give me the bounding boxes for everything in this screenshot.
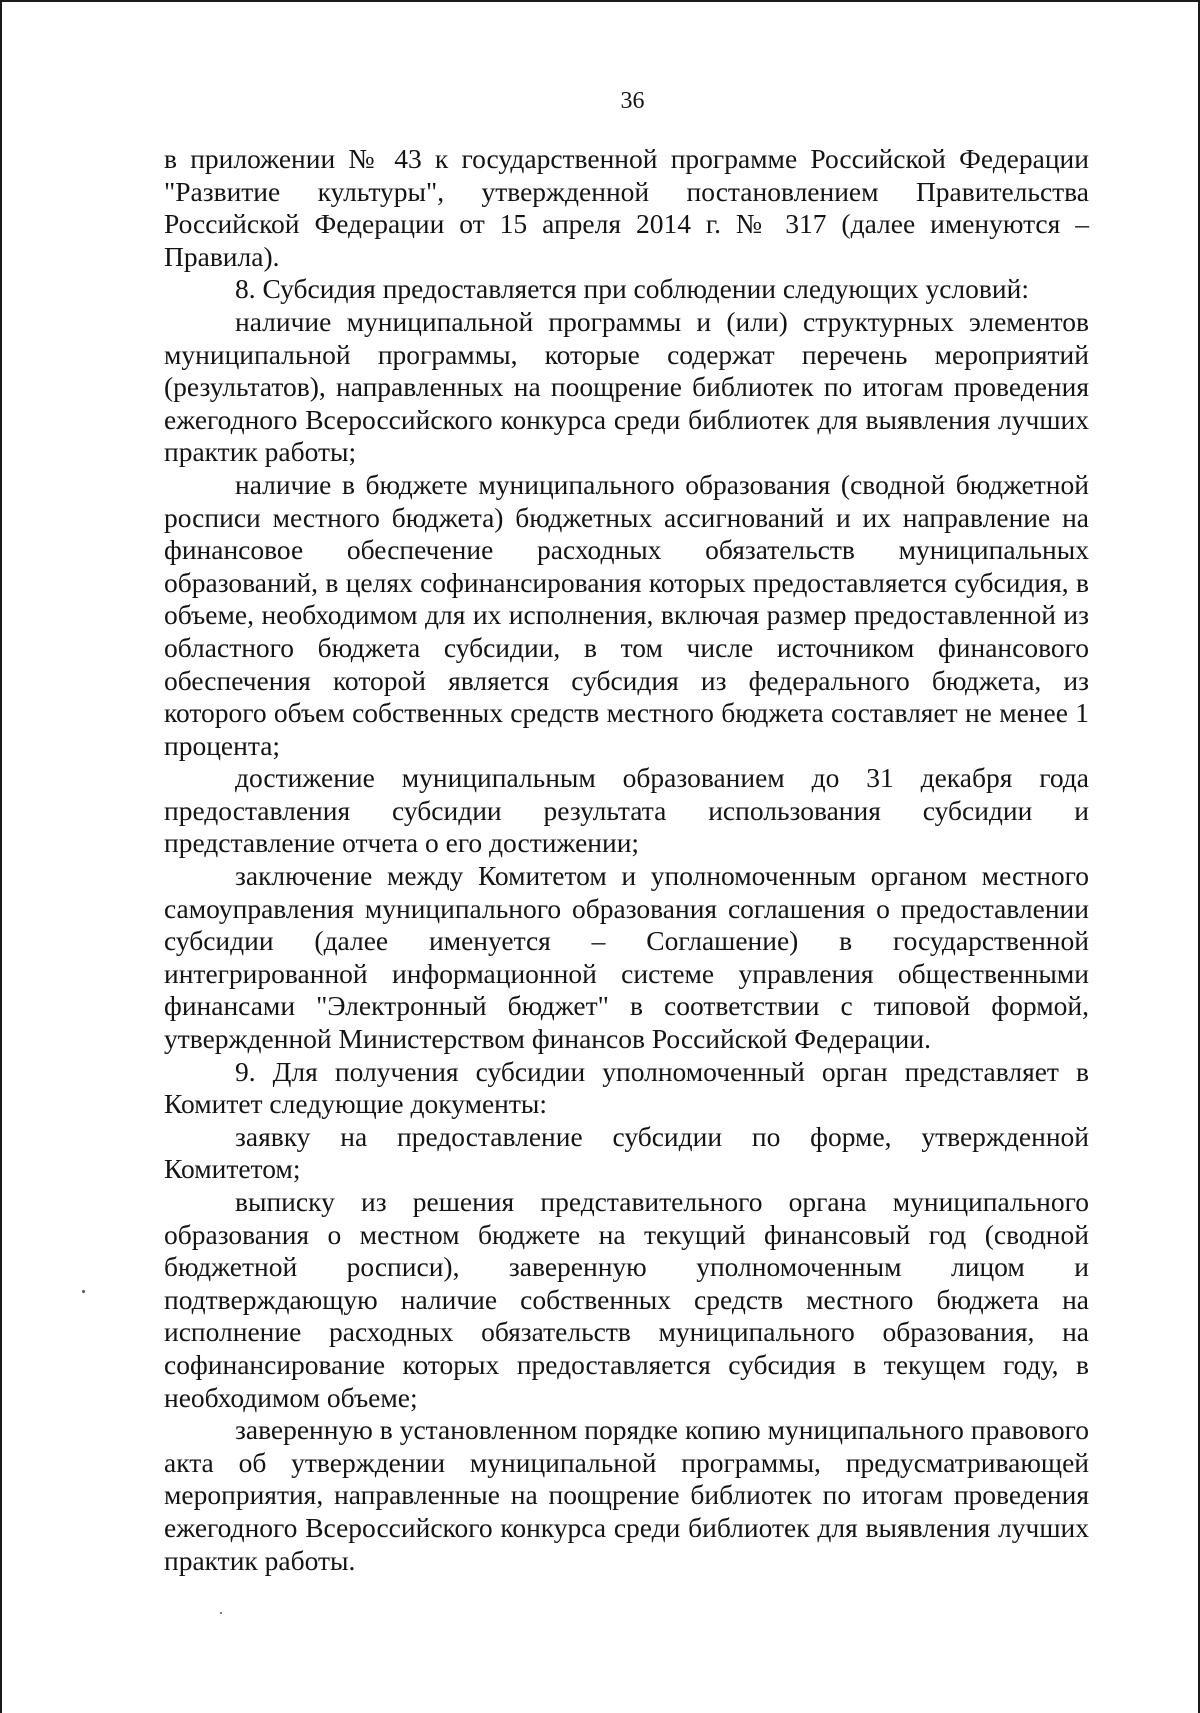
paragraph-document-budget-extract: выписку из решения представительного органа муниципального образования о местном бюджете на текущий финансовый год (сводной бюджетной росписи), заверенную уполномоченным лицом и подтверждающую наличие собственных средств местного бюджета на исполнение расходных обязательств муниципального образования, на софинансирование которых предоставляется субсидия в текущем году, в необходимом объеме; — [164, 1186, 1089, 1413]
page-number: 36 — [620, 88, 645, 114]
scan-border-top — [0, 0, 1200, 2]
paragraph-condition-program: наличие муниципальной программы и (или) структурных элементов муниципальной программы, которые содержат перечень мероприятий (результатов), направленных на поощрение библиотек по итогам проведения ежегодного Всероссийского конкурса среди библиотек для выявления лучших практик работы; — [164, 305, 1089, 468]
document-body — [164, 143, 1089, 1577]
paragraph-condition-budget: наличие в бюджете муниципального образования (сводной бюджетной росписи местного бюджета) бюджетных ассигнований и их направление на финансовое обеспечение расходных обязательств муниципальных образований, в целях софинансирования которых предоставляется субсидия, в объеме, необходимом для их исполнения, включая размер предоставленной из областного бюджета субсидии, в том числе источником финансового обеспечения которой является субсидия из федерального бюджета, из которого объем собственных средств местного бюджета составляет не менее 1 процента; — [164, 468, 1089, 761]
paragraph-document-program-copy: заверенную в установленном порядке копию муниципального правового акта об утверждении муниципальной программы, предусматривающей мероприятия, направленные на поощрение библиотек по итогам проведения ежегодного Всероссийского конкурса среди библиотек для выявления лучших практик работы. — [164, 1414, 1089, 1576]
scan-border-left — [0, 0, 2, 1713]
paragraph-9-heading: 9. Для получения субсидии уполномоченный орган представляет в Комитет следующие документы: — [164, 1055, 1089, 1120]
scan-speck — [220, 1612, 222, 1614]
paragraph-document-application: заявку на предоставление субсидии по форме, утвержденной Комитетом; — [164, 1120, 1089, 1185]
paragraph-8-heading: 8. Субсидия предоставляется при соблюдении следующих условий: — [235, 273, 1029, 305]
scan-speck — [82, 1290, 85, 1293]
paragraph-condition-result: достижение муниципальным образованием до 31 декабря года предоставления субсидии результата использования субсидии и представление отчета о его достижении; — [164, 762, 1089, 859]
paragraph-rules-reference: в приложении № 43 к государственной программе Российской Федерации "Развитие культуры", утвержденной постановлением Правительства Российской Федерации от 15 апреля 2014 г. № 317 (далее именуются – Правила). — [164, 143, 1089, 272]
paragraph-condition-agreement: заключение между Комитетом и уполномоченным органом местного самоуправления муниципального образования соглашения о предоставлении субсидии (далее именуется – Соглашение) в государственной интегрированной информационной системе управления общественными финансами "Электронный бюджет" в соответствии с типовой формой, утвержденной Министерством финансов Российской Федерации. — [164, 860, 1089, 1055]
